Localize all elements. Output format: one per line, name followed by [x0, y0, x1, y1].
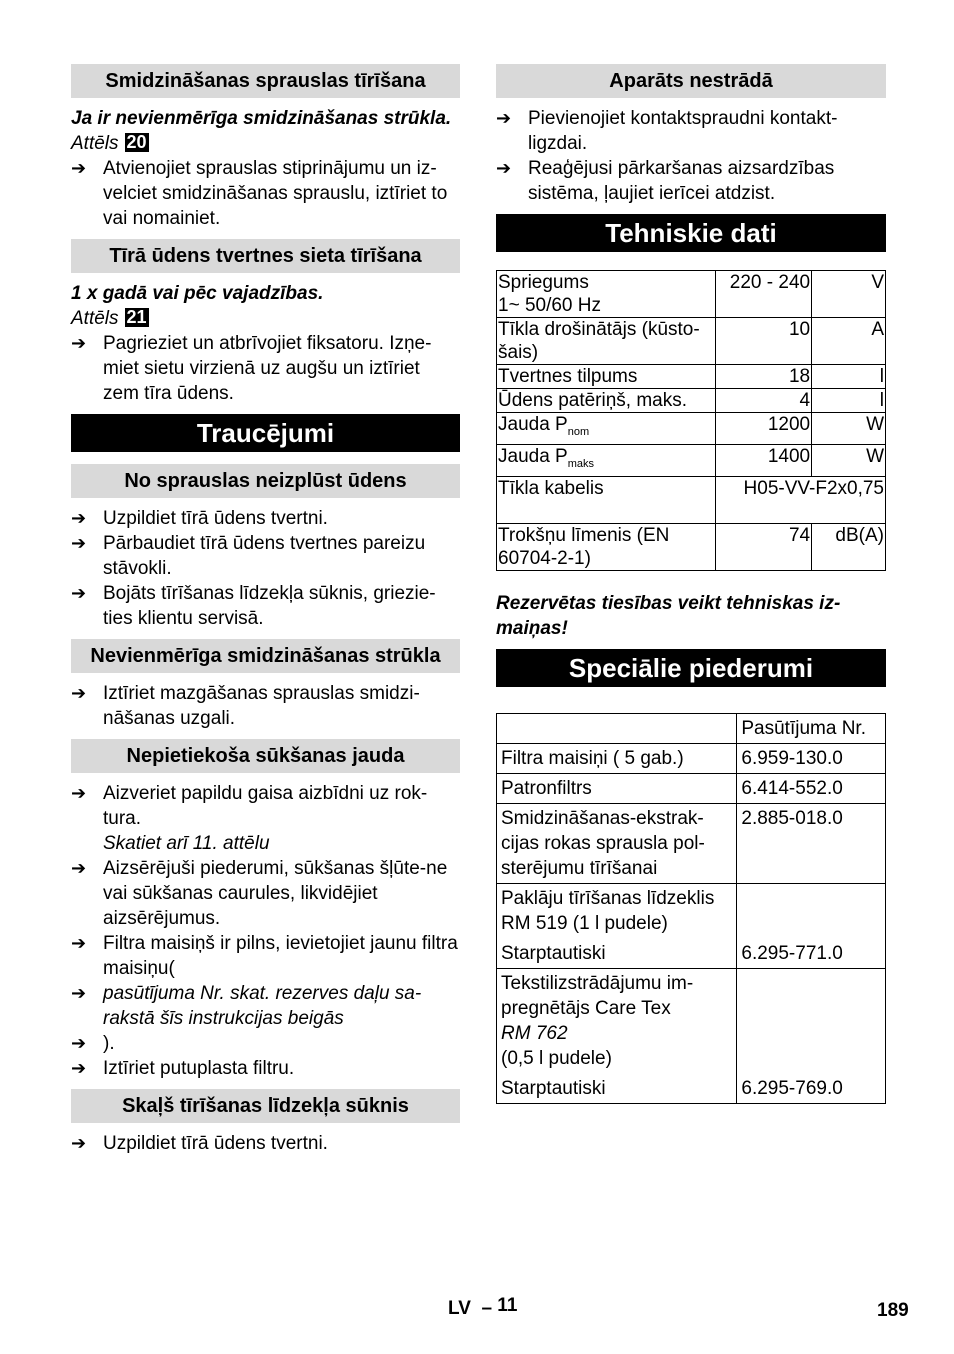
table-row — [497, 444, 886, 476]
table-row — [497, 803, 886, 883]
list-item: ➔ Atvienojiet sprauslas stiprinājumu un iz-velciet smidzināšanas sprauslu, iztīriet to vai nomainiet. — [71, 158, 448, 229]
list-item: ➔ Pagrieziet un atbrīvojiet fiksatoru. Izņe-miet sietu virzienā uz augšu un iztīriet zem tīra ūdens. — [71, 333, 432, 404]
footer-language-page: LV – 11 — [448, 1295, 518, 1319]
table-row — [497, 318, 886, 365]
arrow-right-icon: ➔ — [71, 533, 87, 553]
table-row — [497, 389, 886, 413]
arrow-right-icon: ➔ — [71, 783, 87, 803]
list-item: ➔ Aizsērējuši piederumi, sūkšanas šļūte-ne vai sūkšanas caurules, likvidējiet aizsērējumus. — [71, 858, 448, 929]
table-cell: dB(A) — [812, 523, 886, 570]
section-heading: No sprauslas neizplūst ūdens — [71, 464, 460, 498]
list-item: ➔ Pievienojiet kontaktspraudni kontakt-ligzdai. — [496, 108, 838, 154]
table-cell: 6.295-771.0 — [737, 883, 886, 968]
table-cell — [497, 713, 737, 743]
table-row — [497, 413, 886, 445]
table-cell: 18 — [716, 365, 812, 389]
left-column — [71, 64, 460, 1164]
arrow-right-icon: ➔ — [71, 683, 87, 703]
table-cell: 6.414-552.0 — [737, 773, 886, 803]
table-cell: 4 — [716, 389, 812, 413]
table-cell: H05-VV-F2x0,75 — [716, 476, 886, 523]
table-cell: Tekstilizstrādājumu im-pregnētājs Care Tex RM 762 (0,5 l pudele) Starptautiski — [497, 968, 737, 1103]
instruction-list — [71, 506, 460, 631]
arrow-right-icon: ➔ — [71, 508, 87, 528]
figure-number-badge: 20 — [126, 132, 147, 152]
section-heading: Nepietiekoša sūkšanas jauda — [71, 739, 460, 773]
table-row — [497, 968, 886, 1103]
table-cell: W — [812, 444, 886, 476]
table-row — [497, 743, 886, 773]
table-cell: Jauda $P_{nom}$ — [497, 413, 716, 445]
instruction-list — [71, 156, 460, 231]
table-cell: V — [812, 271, 886, 318]
table-header-cell: Pasūtījuma Nr. — [737, 713, 886, 743]
arrow-right-icon: ➔ — [71, 583, 87, 603]
table-cell: 220 - 240 — [716, 271, 812, 318]
arrow-right-icon: ➔ — [71, 1133, 87, 1153]
reserved-rights-note: Rezervētas tiesības veikt tehniskas iz-maiņas! — [496, 592, 841, 639]
table-cell: 6.295-769.0 — [737, 968, 886, 1103]
table-cell: Trokšņu līmenis (EN 60704-2-1) — [497, 523, 716, 570]
list-item: ➔ Pārbaudiet tīrā ūdens tvertnes pareizu stāvokli. — [71, 533, 426, 579]
list-item: ➔ ). — [71, 1033, 115, 1054]
arrow-right-icon: ➔ — [71, 858, 87, 878]
chapter-heading: Traucējumi — [71, 414, 460, 452]
table-cell: Spriegums 1~ 50/60 Hz — [497, 271, 716, 318]
table-cell: 2.885-018.0 — [737, 803, 886, 883]
list-item: ➔ Iztīriet mazgāšanas sprauslas smidzi-nāšanas uzgali. — [71, 683, 420, 729]
section-heading: Smidzināšanas sprauslas tīrīšana — [71, 64, 460, 98]
table-cell: Tvertnes tilpums — [497, 365, 716, 389]
section-heading: Skaļš tīrīšanas līdzekļa sūknis — [71, 1089, 460, 1123]
table-cell: Jauda $P_{maks}$ — [497, 444, 716, 476]
table-cell: Tīkla drošinātājs (kūsto-šais) — [497, 318, 716, 365]
table-cell: 1400 — [716, 444, 812, 476]
arrow-right-icon: ➔ — [71, 933, 87, 953]
table-cell: 6.959-130.0 — [737, 743, 886, 773]
table-row — [497, 713, 886, 743]
chapter-heading: Speciālie piederumi — [496, 649, 886, 687]
table-row — [497, 523, 886, 570]
table-cell: Paklāju tīrīšanas līdzeklis RM 519 (1 l pudele) Starptautiski — [497, 883, 737, 968]
instruction-list — [71, 781, 460, 1081]
table-cell: Filtra maisiņi ( 5 gab.) — [497, 743, 737, 773]
table-cell: A — [812, 318, 886, 365]
table-cell: 74 — [716, 523, 812, 570]
list-item: ➔ pasūtījuma Nr. skat. rezerves daļu sa-rakstā šīs instrukcijas beigās — [71, 983, 422, 1029]
list-item: ➔ Reaģējusi pārkaršanas aizsardzības sistēma, ļaujiet ierīcei atdzist. — [496, 158, 835, 204]
chapter-heading: Tehniskie dati — [496, 214, 886, 252]
table-row — [497, 365, 886, 389]
technical-data-table — [496, 270, 886, 571]
figure-note: Skatiet arī 11. attēlu — [103, 833, 270, 854]
figure-number-badge: 21 — [126, 307, 147, 327]
section-heading: Tīrā ūdens tvertnes sieta tīrīšana — [71, 239, 460, 273]
instruction-list — [496, 106, 886, 206]
table-row — [497, 883, 886, 968]
list-item: ➔ Iztīriet putuplasta filtru. — [71, 1058, 295, 1079]
condition-text: 1 x gadā vai pēc vajadzības. — [71, 283, 324, 304]
arrow-right-icon: ➔ — [71, 158, 87, 178]
arrow-right-icon: ➔ — [71, 1058, 87, 1078]
table-cell: Patronfiltrs — [497, 773, 737, 803]
instruction-list — [71, 1131, 460, 1156]
list-item: ➔ Aizveriet papildu gaisa aizbīdni uz rok-tura. Skatiet arī 11. attēlu — [71, 783, 428, 854]
list-item: ➔ Uzpildiet tīrā ūdens tvertni. — [71, 1133, 328, 1154]
arrow-right-icon: ➔ — [496, 108, 512, 128]
arrow-right-icon: ➔ — [71, 983, 87, 1003]
list-item: ➔ Bojāts tīrīšanas līdzekļa sūknis, griezie-ties klientu servisā. — [71, 583, 436, 629]
section-heading: Nevienmērīga smidzināšanas strūkla — [71, 639, 460, 673]
table-cell: Ūdens patēriņš, maks. — [497, 389, 716, 413]
arrow-right-icon: ➔ — [71, 1033, 87, 1053]
condition-text: Ja ir nevienmērīga smidzināšanas strūkla. — [71, 108, 452, 129]
section-heading: Aparāts nestrādā — [496, 64, 886, 98]
arrow-right-icon: ➔ — [496, 158, 512, 178]
instruction-list — [71, 681, 460, 731]
table-cell: 10 — [716, 318, 812, 365]
arrow-right-icon: ➔ — [71, 333, 87, 353]
list-item: ➔ Filtra maisiņš ir pilns, ievietojiet jaunu filtra maisiņu( — [71, 933, 458, 979]
table-row — [497, 476, 886, 523]
table-cell: Smidzināšanas-ekstrak-cijas rokas sprausla pol-sterējumu tīrīšanai — [497, 803, 737, 883]
figure-reference: Attēls 21 — [71, 307, 147, 329]
page-number: 189 — [877, 1300, 909, 1321]
figure-reference: Attēls 20 — [71, 132, 147, 154]
table-cell: W — [812, 413, 886, 445]
table-row — [497, 271, 886, 318]
instruction-list — [71, 331, 460, 406]
table-cell: 1200 — [716, 413, 812, 445]
right-column — [496, 64, 886, 1104]
list-item: ➔ Uzpildiet tīrā ūdens tvertni. — [71, 508, 328, 529]
table-cell: l — [812, 389, 886, 413]
table-cell: Tīkla kabelis — [497, 476, 716, 523]
accessories-table — [496, 713, 886, 1104]
table-cell: l — [812, 365, 886, 389]
table-row — [497, 773, 886, 803]
